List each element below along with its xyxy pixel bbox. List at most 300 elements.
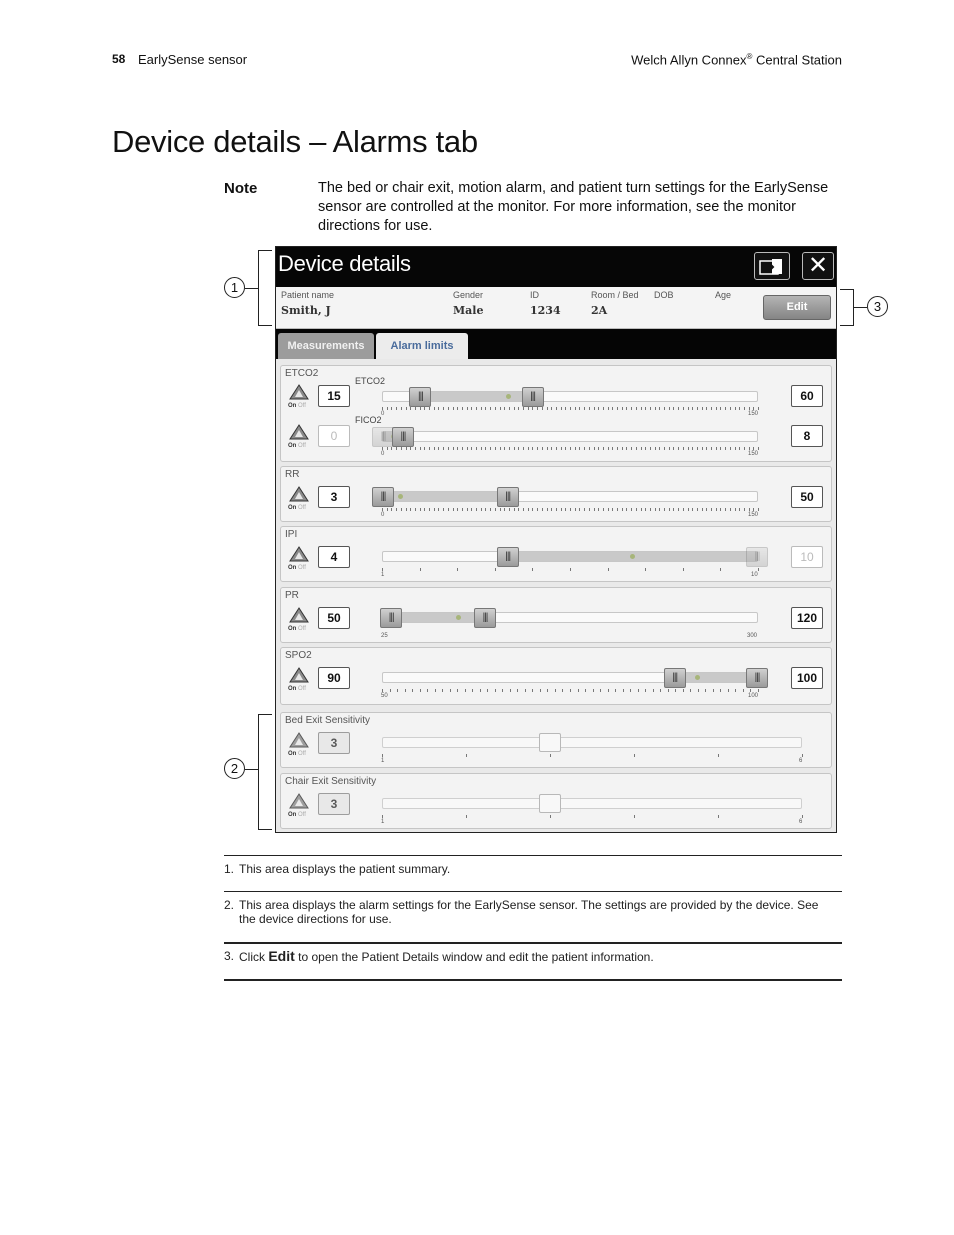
scale-tick bbox=[438, 407, 439, 410]
pr-high-limit[interactable]: 120 bbox=[791, 607, 823, 629]
fico2-high-limit[interactable]: 8 bbox=[791, 425, 823, 447]
on-off-toggle[interactable]: On Off bbox=[288, 403, 306, 409]
scale-tick bbox=[476, 508, 477, 511]
scale-tick bbox=[434, 407, 435, 410]
scale-tick bbox=[603, 508, 604, 511]
bed-exit-value: 3 bbox=[318, 732, 350, 754]
rr-low-limit[interactable]: 3 bbox=[318, 486, 350, 508]
scale-tick bbox=[390, 689, 391, 692]
chair-exit-value: 3 bbox=[318, 793, 350, 815]
scale-tick bbox=[471, 407, 472, 410]
scale-tick bbox=[490, 508, 491, 511]
fico2-low-limit: 0 bbox=[318, 425, 350, 447]
section-name: EarlySense sensor bbox=[138, 52, 248, 67]
scale-tick bbox=[750, 689, 751, 692]
rr-title: RR bbox=[285, 469, 300, 480]
ipi-scale-min: 1 bbox=[381, 572, 385, 578]
scale-tick bbox=[504, 447, 505, 450]
scale-tick bbox=[650, 508, 651, 511]
scale-tick bbox=[565, 447, 566, 450]
scale-tick bbox=[615, 689, 616, 692]
scale-tick bbox=[443, 447, 444, 450]
scale-tick bbox=[510, 689, 511, 692]
id-field: ID 1234 bbox=[530, 290, 561, 317]
rr-high-limit[interactable]: 50 bbox=[791, 486, 823, 508]
scale-tick bbox=[532, 407, 533, 410]
scale-tick bbox=[716, 508, 717, 511]
chair-exit-scale-min: 1 bbox=[381, 819, 385, 825]
callout-2-line bbox=[245, 769, 258, 770]
scale-tick bbox=[518, 447, 519, 450]
low-limit-handle[interactable]: ||| bbox=[409, 387, 431, 407]
scale-tick bbox=[415, 508, 416, 511]
scale-tick bbox=[405, 689, 406, 692]
etco2-sub-label: ETCO2 bbox=[355, 376, 386, 386]
scale-tick bbox=[382, 407, 383, 410]
scale-tick bbox=[744, 447, 745, 450]
scale-tick bbox=[612, 447, 613, 450]
scale-tick bbox=[401, 447, 402, 450]
scale-tick bbox=[429, 508, 430, 511]
low-limit-handle[interactable]: ||| bbox=[372, 487, 394, 507]
scale-tick bbox=[802, 815, 803, 818]
scale-tick bbox=[730, 447, 731, 450]
high-limit-handle[interactable]: ||| bbox=[497, 487, 519, 507]
scale-tick bbox=[420, 407, 421, 410]
dob-field: DOB bbox=[654, 290, 674, 300]
scale-tick bbox=[410, 407, 411, 410]
ipi-slider[interactable] bbox=[382, 551, 758, 562]
spo2-slider[interactable] bbox=[382, 672, 758, 683]
scale-tick bbox=[655, 407, 656, 410]
scale-tick bbox=[453, 447, 454, 450]
scale-tick bbox=[485, 508, 486, 511]
scale-tick bbox=[481, 407, 482, 410]
bed-exit-scale-max: 6 bbox=[799, 758, 803, 764]
scale-tick bbox=[626, 508, 627, 511]
scale-tick bbox=[500, 447, 501, 450]
scale-tick bbox=[645, 447, 646, 450]
scale-tick bbox=[692, 508, 693, 511]
scale-tick bbox=[594, 447, 595, 450]
etco2-high-limit[interactable]: 60 bbox=[791, 385, 823, 407]
scale-tick bbox=[673, 407, 674, 410]
scale-tick bbox=[622, 447, 623, 450]
scale-tick bbox=[725, 447, 726, 450]
scale-tick bbox=[517, 689, 518, 692]
scale-tick bbox=[495, 407, 496, 410]
scale-tick bbox=[514, 407, 515, 410]
patient-summary bbox=[276, 287, 836, 329]
callout-2: 2 bbox=[224, 758, 245, 779]
scale-tick bbox=[735, 447, 736, 450]
alarm-bell-icon[interactable] bbox=[289, 667, 309, 685]
scale-tick bbox=[406, 447, 407, 450]
scale-tick bbox=[711, 407, 712, 410]
scale-tick bbox=[749, 447, 750, 450]
scale-tick bbox=[645, 689, 646, 692]
scale-tick bbox=[467, 508, 468, 511]
close-button[interactable] bbox=[802, 252, 834, 280]
on-off-toggle[interactable]: On Off bbox=[288, 443, 306, 449]
scale-tick bbox=[718, 754, 719, 757]
scale-tick bbox=[523, 508, 524, 511]
pr-panel bbox=[280, 587, 832, 643]
scale-tick bbox=[438, 508, 439, 511]
scale-tick bbox=[608, 407, 609, 410]
limit-range-fill bbox=[391, 613, 485, 622]
pr-scale bbox=[382, 629, 758, 635]
scale-tick bbox=[608, 447, 609, 450]
fico2-slider[interactable] bbox=[382, 431, 758, 442]
scale-tick bbox=[659, 508, 660, 511]
scale-tick bbox=[509, 508, 510, 511]
scale-tick bbox=[502, 689, 503, 692]
scale-tick bbox=[457, 508, 458, 511]
on-off-toggle[interactable]: On Off bbox=[288, 626, 306, 632]
edit-button[interactable]: Edit bbox=[763, 295, 831, 320]
scale-tick bbox=[537, 508, 538, 511]
scale-tick bbox=[382, 689, 383, 692]
scale-tick bbox=[659, 407, 660, 410]
pr-slider[interactable] bbox=[382, 612, 758, 623]
limit-range-fill bbox=[675, 673, 757, 682]
ipi-low-limit[interactable]: 4 bbox=[318, 546, 350, 568]
scale-tick bbox=[683, 447, 684, 450]
alarm-bell-icon[interactable] bbox=[289, 424, 309, 442]
scale-tick bbox=[668, 689, 669, 692]
chair-exit-scale bbox=[382, 815, 802, 821]
scale-tick bbox=[758, 508, 759, 511]
scale-tick bbox=[688, 447, 689, 450]
scale-tick bbox=[420, 689, 421, 692]
callout-1-line bbox=[245, 288, 258, 289]
scale-tick bbox=[589, 508, 590, 511]
scale-tick bbox=[711, 447, 712, 450]
chair-exit-title: Chair Exit Sensitivity bbox=[285, 776, 377, 787]
scale-tick bbox=[683, 568, 684, 571]
scale-tick bbox=[434, 508, 435, 511]
scale-tick bbox=[466, 815, 467, 818]
document-title: Welch Allyn Connex® Central Station bbox=[631, 52, 842, 68]
scale-tick bbox=[683, 407, 684, 410]
alarm-bell-icon[interactable] bbox=[289, 486, 309, 504]
scale-tick bbox=[744, 508, 745, 511]
scale-tick bbox=[645, 508, 646, 511]
scale-tick bbox=[424, 508, 425, 511]
scale-tick bbox=[650, 407, 651, 410]
scale-tick bbox=[420, 447, 421, 450]
scale-tick bbox=[547, 447, 548, 450]
etco2-title: ETCO2 bbox=[285, 368, 319, 379]
scale-tick bbox=[401, 407, 402, 410]
alarm-bell-icon bbox=[289, 793, 309, 811]
pr-scale-max: 300 bbox=[747, 633, 758, 639]
scale-tick bbox=[435, 689, 436, 692]
scale-tick bbox=[562, 689, 563, 692]
scale-tick bbox=[650, 447, 651, 450]
scale-tick bbox=[481, 447, 482, 450]
scale-tick bbox=[457, 447, 458, 450]
scale-tick bbox=[603, 407, 604, 410]
scale-tick bbox=[485, 407, 486, 410]
scale-tick bbox=[500, 407, 501, 410]
footnote-rule bbox=[224, 942, 842, 944]
scale-tick bbox=[594, 407, 595, 410]
patient-name-field: Patient name Smith, J bbox=[281, 290, 335, 317]
note-label: Note bbox=[224, 180, 258, 197]
on-off-toggle: On Off bbox=[288, 751, 306, 757]
scale-tick bbox=[645, 407, 646, 410]
scale-tick bbox=[396, 508, 397, 511]
scale-tick bbox=[406, 508, 407, 511]
scale-tick bbox=[735, 407, 736, 410]
scale-tick bbox=[636, 508, 637, 511]
rr-slider[interactable] bbox=[382, 491, 758, 502]
bed-exit-panel bbox=[280, 712, 832, 768]
scale-tick bbox=[476, 407, 477, 410]
rr-panel bbox=[280, 466, 832, 522]
scale-tick bbox=[705, 689, 706, 692]
sensitivity-thumb bbox=[539, 733, 561, 752]
scale-tick bbox=[730, 407, 731, 410]
ipi-scale bbox=[382, 568, 758, 574]
scale-tick bbox=[617, 407, 618, 410]
high-limit-handle[interactable]: ||| bbox=[522, 387, 544, 407]
on-off-toggle[interactable]: On Off bbox=[288, 686, 306, 692]
on-off-toggle[interactable]: On Off bbox=[288, 565, 306, 571]
scale-tick bbox=[450, 689, 451, 692]
scale-tick bbox=[673, 447, 674, 450]
scale-tick bbox=[518, 508, 519, 511]
scale-tick bbox=[584, 508, 585, 511]
high-limit-handle[interactable]: ||| bbox=[474, 608, 496, 628]
scale-tick bbox=[528, 508, 529, 511]
scale-tick bbox=[698, 689, 699, 692]
high-limit-handle[interactable]: ||| bbox=[746, 668, 768, 688]
pr-title: PR bbox=[285, 590, 299, 601]
low-limit-handle[interactable]: ||| bbox=[380, 608, 402, 628]
scale-tick bbox=[555, 689, 556, 692]
scale-tick bbox=[758, 689, 759, 692]
fico2-scale-max: 150 bbox=[748, 451, 759, 457]
scale-tick bbox=[623, 689, 624, 692]
scale-tick bbox=[598, 508, 599, 511]
scale-tick bbox=[713, 689, 714, 692]
scale-tick bbox=[542, 447, 543, 450]
spo2-low-limit[interactable]: 90 bbox=[318, 667, 350, 689]
spo2-title: SPO2 bbox=[285, 650, 312, 661]
scale-tick bbox=[523, 447, 524, 450]
spo2-scale bbox=[382, 689, 758, 695]
scale-tick bbox=[561, 508, 562, 511]
scale-tick bbox=[547, 689, 548, 692]
callout-2-bracket bbox=[258, 714, 272, 830]
callout-3-bracket bbox=[840, 289, 854, 326]
page-number: 58 bbox=[112, 52, 126, 66]
low-limit-handle[interactable]: ||| bbox=[664, 668, 686, 688]
scale-tick bbox=[575, 407, 576, 410]
scale-tick bbox=[429, 407, 430, 410]
scale-tick bbox=[617, 508, 618, 511]
page-title: Device details – Alarms tab bbox=[112, 124, 478, 159]
scale-tick bbox=[525, 689, 526, 692]
scale-tick bbox=[612, 407, 613, 410]
scale-tick bbox=[631, 447, 632, 450]
scale-tick bbox=[448, 447, 449, 450]
scale-tick bbox=[495, 568, 496, 571]
scale-tick bbox=[653, 689, 654, 692]
scale-tick bbox=[500, 508, 501, 511]
scale-tick bbox=[739, 447, 740, 450]
callout-1: 1 bbox=[224, 277, 245, 298]
scale-tick bbox=[753, 508, 754, 511]
scale-tick bbox=[518, 407, 519, 410]
scale-tick bbox=[585, 689, 586, 692]
scale-tick bbox=[758, 407, 759, 410]
export-icon bbox=[757, 256, 787, 278]
etco2-scale-min: 0 bbox=[381, 411, 385, 417]
etco2-low-limit[interactable]: 15 bbox=[318, 385, 350, 407]
export-button[interactable] bbox=[754, 252, 790, 280]
scale-tick bbox=[744, 407, 745, 410]
scale-tick bbox=[465, 689, 466, 692]
scale-tick bbox=[443, 508, 444, 511]
etco2-scale bbox=[382, 407, 758, 413]
scale-tick bbox=[565, 508, 566, 511]
scale-tick bbox=[678, 508, 679, 511]
scale-tick bbox=[551, 407, 552, 410]
alarm-bell-icon[interactable] bbox=[289, 384, 309, 402]
scale-tick bbox=[471, 508, 472, 511]
scale-tick bbox=[630, 689, 631, 692]
scale-tick bbox=[683, 508, 684, 511]
sensitivity-thumb bbox=[539, 794, 561, 813]
chair-exit-slider bbox=[382, 798, 802, 809]
scale-tick bbox=[514, 508, 515, 511]
rr-scale bbox=[382, 508, 758, 514]
scale-tick bbox=[476, 447, 477, 450]
scale-tick bbox=[802, 754, 803, 757]
scale-tick bbox=[391, 407, 392, 410]
scale-tick bbox=[589, 447, 590, 450]
scale-tick bbox=[579, 447, 580, 450]
scale-tick bbox=[448, 407, 449, 410]
scale-tick bbox=[730, 508, 731, 511]
scale-tick bbox=[725, 508, 726, 511]
scale-tick bbox=[669, 447, 670, 450]
scale-tick bbox=[641, 508, 642, 511]
scale-tick bbox=[706, 447, 707, 450]
scale-tick bbox=[584, 407, 585, 410]
scale-tick bbox=[396, 447, 397, 450]
scale-tick bbox=[636, 447, 637, 450]
scale-tick bbox=[706, 508, 707, 511]
scale-tick bbox=[382, 815, 383, 818]
scale-tick bbox=[504, 407, 505, 410]
etco2-slider[interactable] bbox=[382, 391, 758, 402]
scale-tick bbox=[655, 508, 656, 511]
scale-tick bbox=[688, 407, 689, 410]
scale-tick bbox=[584, 447, 585, 450]
scale-tick bbox=[578, 689, 579, 692]
bed-exit-slider bbox=[382, 737, 802, 748]
footnote-rule bbox=[224, 891, 842, 892]
alarm-bell-icon[interactable] bbox=[289, 607, 309, 625]
scale-tick bbox=[660, 689, 661, 692]
scale-tick bbox=[429, 447, 430, 450]
scale-tick bbox=[481, 508, 482, 511]
scale-tick bbox=[401, 508, 402, 511]
tab-measurements[interactable]: Measurements bbox=[278, 333, 374, 359]
scale-tick bbox=[532, 508, 533, 511]
scale-tick bbox=[675, 689, 676, 692]
scale-tick bbox=[556, 407, 557, 410]
scale-tick bbox=[716, 407, 717, 410]
scale-tick bbox=[570, 447, 571, 450]
scale-tick bbox=[664, 447, 665, 450]
scale-tick bbox=[720, 407, 721, 410]
pr-low-limit[interactable]: 50 bbox=[318, 607, 350, 629]
low-limit-handle[interactable]: ||| bbox=[497, 547, 519, 567]
alarm-bell-icon[interactable] bbox=[289, 546, 309, 564]
scale-tick bbox=[462, 447, 463, 450]
scale-tick bbox=[532, 447, 533, 450]
rr-scale-max: 150 bbox=[748, 512, 759, 518]
scale-tick bbox=[490, 407, 491, 410]
scale-tick bbox=[462, 407, 463, 410]
high-limit-handle[interactable]: ||| bbox=[746, 547, 768, 567]
high-limit-handle[interactable]: ||| bbox=[392, 427, 414, 447]
scale-tick bbox=[490, 447, 491, 450]
scale-tick bbox=[528, 447, 529, 450]
scale-tick bbox=[603, 447, 604, 450]
room-bed-field: Room / Bed 2A bbox=[591, 290, 639, 317]
scale-tick bbox=[382, 447, 383, 450]
scale-tick bbox=[634, 754, 635, 757]
scale-tick bbox=[673, 508, 674, 511]
scale-tick bbox=[600, 689, 601, 692]
scale-tick bbox=[453, 407, 454, 410]
scale-tick bbox=[626, 407, 627, 410]
scale-tick bbox=[448, 508, 449, 511]
edit-keyword: Edit bbox=[268, 948, 295, 964]
page-header bbox=[112, 50, 842, 70]
scale-tick bbox=[550, 754, 551, 757]
scale-tick bbox=[397, 689, 398, 692]
spo2-high-limit[interactable]: 100 bbox=[791, 667, 823, 689]
scale-tick bbox=[438, 447, 439, 450]
ipi-title: IPI bbox=[285, 529, 298, 540]
scale-tick bbox=[457, 407, 458, 410]
bed-exit-title: Bed Exit Sensitivity bbox=[285, 715, 371, 726]
scale-tick bbox=[739, 407, 740, 410]
scale-tick bbox=[735, 689, 736, 692]
low-limit-handle[interactable]: ||| bbox=[372, 427, 394, 447]
scale-tick bbox=[556, 447, 557, 450]
scale-tick bbox=[641, 407, 642, 410]
on-off-toggle[interactable]: On Off bbox=[288, 505, 306, 511]
callout-3-line bbox=[854, 307, 867, 308]
scale-tick bbox=[542, 508, 543, 511]
etco2-scale-max: 150 bbox=[748, 411, 759, 417]
scale-tick bbox=[420, 568, 421, 571]
scale-tick bbox=[645, 568, 646, 571]
scale-tick bbox=[570, 689, 571, 692]
scale-tick bbox=[424, 447, 425, 450]
tab-alarm-limits[interactable]: Alarm limits bbox=[376, 333, 468, 359]
scale-tick bbox=[551, 508, 552, 511]
